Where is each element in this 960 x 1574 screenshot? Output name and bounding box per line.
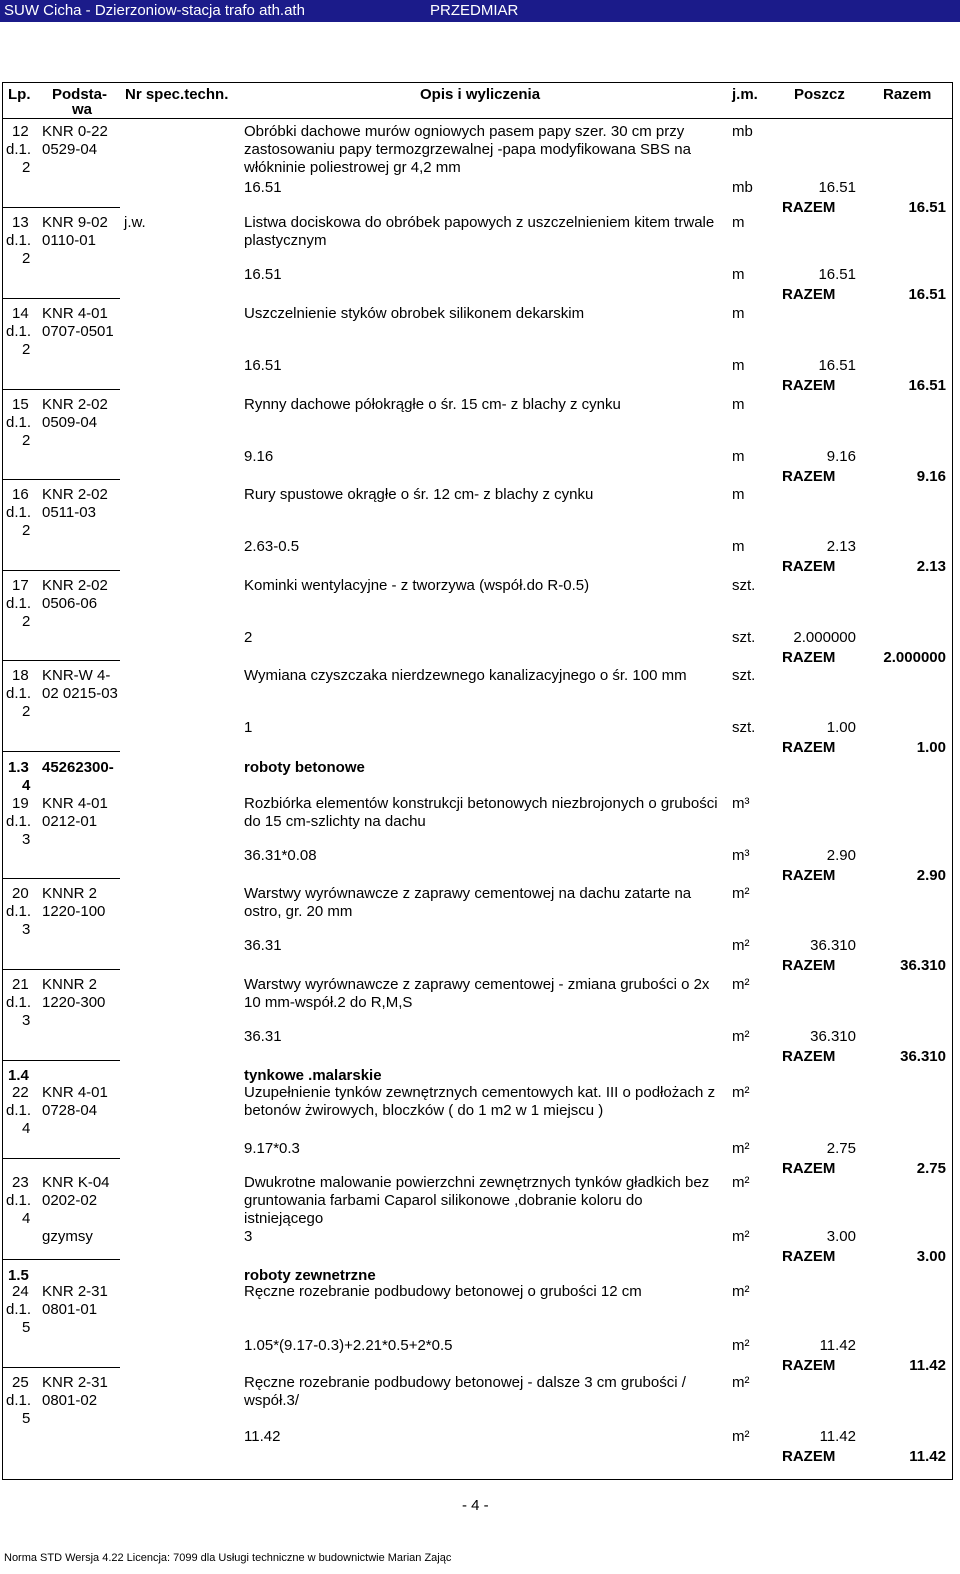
row-chapter-ref: 4 <box>22 1210 31 1227</box>
row-total-value: 9.16 <box>916 468 946 485</box>
row-total-value: 1.00 <box>916 739 946 756</box>
row-base-code: KNR 4-01 <box>42 795 108 812</box>
row-total-label: RAZEM <box>782 739 836 756</box>
row-total-value: 16.51 <box>908 199 946 216</box>
row-partial-value: 3.00 <box>826 1228 856 1245</box>
row-number: 19 <box>12 795 29 812</box>
row-total-value: 2.13 <box>916 558 946 575</box>
row-partial-value: 2.90 <box>826 847 856 864</box>
row-base-code: KNR 4-01 <box>42 1084 108 1101</box>
row-number-suffix: d.1. <box>6 1192 32 1209</box>
table-left-border <box>2 82 3 1480</box>
row-total-value: 36.310 <box>900 1048 946 1065</box>
row-chapter-ref: 2 <box>22 341 31 358</box>
row-calc-unit: m³ <box>732 847 750 864</box>
row-base-code: KNR 2-31 <box>42 1374 108 1391</box>
row-divider <box>2 570 120 571</box>
row-description: Obróbki dachowe murów ogniowych pasem papy szer. 30 cm przy zastosowaniu papy termozgrzewalnej -papa modyfikowana SBS na włókninie poliestrowej gr 4,2 mm <box>244 123 691 176</box>
row-unit: m <box>732 396 745 413</box>
row-base-code-note: gzymsy <box>42 1228 93 1245</box>
row-number: 15 <box>12 396 29 413</box>
row-description: Kominki wentylacyjne - z tworzywa (współ.do R-0.5) <box>244 577 590 594</box>
row-unit: m² <box>732 976 750 993</box>
row-calculation: 2.63-0.5 <box>244 538 300 555</box>
row-number-suffix: d.1. <box>6 141 32 158</box>
row-total-label: RAZEM <box>782 957 836 974</box>
row-base-code-detail: 1220-300 <box>42 994 106 1011</box>
row-base-code-detail: 0801-02 <box>42 1392 98 1409</box>
row-calc-unit: m² <box>732 1228 750 1245</box>
col-header-jm: j.m. <box>732 86 758 103</box>
row-number: 16 <box>12 486 29 503</box>
row-calc-unit: m <box>732 357 745 374</box>
row-total-label: RAZEM <box>782 1357 836 1374</box>
row-base-code-detail: 0212-01 <box>42 813 98 830</box>
row-partial-value: 16.51 <box>818 357 856 374</box>
row-total-label: RAZEM <box>782 468 836 485</box>
col-header-razem: Razem <box>883 86 932 103</box>
row-divider <box>2 1060 120 1061</box>
row-divider <box>2 389 120 390</box>
row-calc-unit: m <box>732 266 745 283</box>
row-calculation: 36.31 <box>244 1028 282 1045</box>
section-number: 1.3 <box>8 759 29 776</box>
row-spec: j.w. <box>124 214 146 231</box>
row-unit: m <box>732 486 745 503</box>
document-title: SUW Cicha - Dzierzoniow-stacja trafo ath.ath <box>4 2 305 19</box>
row-base-code: KNR 2-31 <box>42 1283 108 1300</box>
row-number: 24 <box>12 1283 29 1300</box>
row-unit: m² <box>732 1084 750 1101</box>
row-calc-unit: m² <box>732 937 750 954</box>
row-total-label: RAZEM <box>782 1248 836 1265</box>
row-calc-unit: szt. <box>732 629 756 646</box>
row-unit: szt. <box>732 667 756 684</box>
row-total-label: RAZEM <box>782 377 836 394</box>
row-calc-unit: mb <box>732 179 753 196</box>
row-description: Warstwy wyrównawcze z zaprawy cementowej na dachu zatarte na ostro, gr. 20 mm <box>244 885 692 920</box>
row-unit: mb <box>732 123 753 140</box>
row-base-code: KNNR 2 <box>42 885 98 902</box>
row-calc-unit: szt. <box>732 719 756 736</box>
table-top-border <box>2 82 952 83</box>
row-chapter-ref: 5 <box>22 1410 31 1427</box>
row-total-label: RAZEM <box>782 558 836 575</box>
row-description: Uszczelnienie styków obrobek silikonem dekarskim <box>244 305 585 322</box>
row-total-value: 36.310 <box>900 957 946 974</box>
row-number-suffix: d.1. <box>6 595 32 612</box>
row-total-label: RAZEM <box>782 867 836 884</box>
footer-license: Norma STD Wersja 4.22 Licencja: 7099 dla Usługi techniczne w budownictwie Marian Zając <box>4 1552 452 1564</box>
row-partial-value: 11.42 <box>819 1428 856 1445</box>
row-number: 13 <box>12 214 29 231</box>
row-chapter-ref: 4 <box>22 1120 31 1137</box>
page-number: - 4 - <box>462 1497 489 1514</box>
row-description: Listwa dociskowa do obróbek papowych z uszczelnieniem kitem trwale plastycznym <box>244 214 715 249</box>
table-bottom-border <box>2 1479 952 1480</box>
row-calculation: 1.05*(9.17-0.3)+2.21*0.5+2*0.5 <box>244 1337 453 1354</box>
row-chapter-ref: 2 <box>22 159 31 176</box>
row-number-suffix: d.1. <box>6 1301 32 1318</box>
row-chapter-ref: 5 <box>22 1319 31 1336</box>
row-total-value: 2.90 <box>916 867 946 884</box>
row-partial-value: 36.310 <box>810 1028 856 1045</box>
row-base-code-detail: 0801-01 <box>42 1301 98 1318</box>
row-base-code: KNR 4-01 <box>42 305 108 322</box>
row-calculation: 36.31*0.08 <box>244 847 317 864</box>
row-number-suffix: d.1. <box>6 504 32 521</box>
row-divider <box>2 298 120 299</box>
row-number-suffix: d.1. <box>6 813 32 830</box>
row-calculation: 9.17*0.3 <box>244 1140 300 1157</box>
row-calc-unit: m² <box>732 1428 750 1445</box>
row-unit: m <box>732 214 745 231</box>
row-calculation: 36.31 <box>244 937 282 954</box>
row-divider <box>2 479 120 480</box>
row-number-suffix: d.1. <box>6 232 32 249</box>
row-divider <box>2 1259 120 1260</box>
row-total-label: RAZEM <box>782 199 836 216</box>
row-chapter-ref: 2 <box>22 432 31 449</box>
row-base-code: KNR 2-02 <box>42 577 108 594</box>
row-total-label: RAZEM <box>782 1160 836 1177</box>
row-calculation: 3 <box>244 1228 253 1245</box>
row-unit: m² <box>732 1174 750 1191</box>
row-total-label: RAZEM <box>782 649 836 666</box>
row-calculation: 16.51 <box>244 179 282 196</box>
row-number-suffix: d.1. <box>6 414 32 431</box>
row-number-suffix: d.1. <box>6 903 32 920</box>
table-right-border <box>952 82 953 1480</box>
row-number: 21 <box>12 976 29 993</box>
row-number: 20 <box>12 885 29 902</box>
row-base-code: KNR K-04 <box>42 1174 110 1191</box>
row-total-value: 16.51 <box>908 377 946 394</box>
row-unit: m² <box>732 1374 750 1391</box>
row-base-code-detail: 0707-0501 <box>42 323 114 340</box>
row-number: 22 <box>12 1084 29 1101</box>
row-unit: m² <box>732 885 750 902</box>
row-number: 12 <box>12 123 29 140</box>
row-divider <box>2 969 120 970</box>
row-total-value: 2.75 <box>916 1160 946 1177</box>
row-base-code-detail: 0511-03 <box>42 504 96 521</box>
row-base-code-detail: 1220-100 <box>42 903 106 920</box>
section-title: roboty zewnetrzne <box>244 1267 376 1284</box>
row-calculation: 9.16 <box>244 448 274 465</box>
row-calc-unit: m² <box>732 1337 750 1354</box>
row-description: Rury spustowe okrągłe o śr. 12 cm- z blachy z cynku <box>244 486 594 503</box>
row-partial-value: 36.310 <box>810 937 856 954</box>
row-total-value: 2.000000 <box>883 649 946 666</box>
row-number: 23 <box>12 1174 29 1191</box>
row-description: Uzupełnienie tynków zewnętrznych cementowych kat. III o podłożach z betonów żwirowych, bloczków ( do 1 m2 w 1 miejscu ) <box>244 1084 716 1119</box>
row-total-label: RAZEM <box>782 1048 836 1065</box>
row-partial-value: 16.51 <box>818 266 856 283</box>
table-header-divider <box>2 118 952 119</box>
row-description: Rozbiórka elementów konstrukcji betonowych niezbrojonych o grubości do 15 cm-szlichty na dachu <box>244 795 718 830</box>
col-header-nrspec: Nr spec.techn. <box>125 86 229 103</box>
row-divider <box>2 1367 120 1368</box>
col-header-opis: Opis i wyliczenia <box>420 86 541 103</box>
row-partial-value: 2.13 <box>826 538 856 555</box>
row-number: 14 <box>12 305 29 322</box>
col-header-lp: Lp. <box>8 86 31 103</box>
row-calculation: 2 <box>244 629 253 646</box>
row-description: Wymiana czyszczaka nierdzewnego kanalizacyjnego o śr. 100 mm <box>244 667 687 684</box>
row-calculation: 16.51 <box>244 266 282 283</box>
row-calculation: 1 <box>244 719 253 736</box>
col-header-podstawa-cont: wa <box>72 101 93 118</box>
section-number: 1.4 <box>8 1067 29 1084</box>
row-total-value: 11.42 <box>909 1448 946 1465</box>
row-description: Rynny dachowe półokrągłe o śr. 15 cm- z blachy z cynku <box>244 396 621 413</box>
row-description: Ręczne rozebranie podbudowy betonowej o grubości 12 cm <box>244 1283 642 1300</box>
document-type: PRZEDMIAR <box>430 2 519 19</box>
row-base-code: KNNR 2 <box>42 976 98 993</box>
row-number: 18 <box>12 667 29 684</box>
section-title: roboty betonowe <box>244 759 365 776</box>
row-number: 17 <box>12 577 29 594</box>
row-base-code-detail: 0509-04 <box>42 414 98 431</box>
row-base-code-detail: 0506-06 <box>42 595 98 612</box>
row-number-suffix: d.1. <box>6 1102 32 1119</box>
col-header-podstawa: Podsta- <box>52 86 108 103</box>
row-total-label: RAZEM <box>782 1448 836 1465</box>
row-number-suffix: d.1. <box>6 994 32 1011</box>
row-base-code-detail: 0202-02 <box>42 1192 98 1209</box>
row-number-suffix: d.1. <box>6 1392 32 1409</box>
row-base-code: KNR 9-02 <box>42 214 108 231</box>
section-title: tynkowe .malarskie <box>244 1067 382 1084</box>
row-partial-value: 2.75 <box>826 1140 856 1157</box>
row-partial-value: 1.00 <box>826 719 856 736</box>
section-code: 45262300- <box>42 759 114 776</box>
row-base-code: KNR 2-02 <box>42 396 108 413</box>
row-base-code-detail: 02 0215-03 <box>42 685 118 702</box>
row-base-code: KNR 2-02 <box>42 486 108 503</box>
col-header-poszcz: Poszcz <box>794 86 845 103</box>
row-total-value: 3.00 <box>916 1248 946 1265</box>
row-divider <box>2 660 120 661</box>
row-calc-unit: m <box>732 448 745 465</box>
row-description: Ręczne rozebranie podbudowy betonowej - dalsze 3 cm grubości / współ.3/ <box>244 1374 686 1409</box>
row-total-value: 16.51 <box>908 286 946 303</box>
row-partial-value: 16.51 <box>818 179 856 196</box>
row-base-code-detail: 0728-04 <box>42 1102 98 1119</box>
section-code-suffix: 4 <box>22 777 31 794</box>
row-calculation: 16.51 <box>244 357 282 374</box>
row-chapter-ref: 2 <box>22 613 31 630</box>
row-calc-unit: m <box>732 538 745 555</box>
row-unit: szt. <box>732 577 756 594</box>
row-base-code: KNR-W 4- <box>42 667 111 684</box>
row-calc-unit: m² <box>732 1028 750 1045</box>
row-description: Dwukrotne malowanie powierzchni zewnętrznych tynków gładkich bez gruntowania farbami Caparol silikonowe ,dobranie koloru do istniejącego <box>244 1174 710 1227</box>
row-number: 25 <box>12 1374 29 1391</box>
row-chapter-ref: 3 <box>22 1012 31 1029</box>
row-divider <box>2 878 120 879</box>
row-unit: m³ <box>732 795 750 812</box>
row-base-code-detail: 0529-04 <box>42 141 98 158</box>
document-header-bar <box>0 0 960 22</box>
row-partial-value: 11.42 <box>819 1337 856 1354</box>
row-unit: m² <box>732 1283 750 1300</box>
row-divider <box>2 1158 120 1159</box>
row-description: Warstwy wyrównawcze z zaprawy cementowej - zmiana grubości o 2x 10 mm-współ.2 do R,M,S <box>244 976 710 1011</box>
row-chapter-ref: 2 <box>22 250 31 267</box>
row-number-suffix: d.1. <box>6 323 32 340</box>
row-calculation: 11.42 <box>244 1428 281 1445</box>
row-chapter-ref: 2 <box>22 703 31 720</box>
row-partial-value: 2.000000 <box>793 629 856 646</box>
section-number: 1.5 <box>8 1267 29 1284</box>
row-base-code: KNR 0-22 <box>42 123 108 140</box>
row-chapter-ref: 2 <box>22 522 31 539</box>
row-total-label: RAZEM <box>782 286 836 303</box>
row-divider <box>2 207 120 208</box>
row-partial-value: 9.16 <box>826 448 856 465</box>
row-base-code-detail: 0110-01 <box>42 232 96 249</box>
row-unit: m <box>732 305 745 322</box>
row-number-suffix: d.1. <box>6 685 32 702</box>
row-calc-unit: m² <box>732 1140 750 1157</box>
row-total-value: 11.42 <box>909 1357 946 1374</box>
row-chapter-ref: 3 <box>22 921 31 938</box>
row-chapter-ref: 3 <box>22 831 31 848</box>
row-divider <box>2 751 120 752</box>
